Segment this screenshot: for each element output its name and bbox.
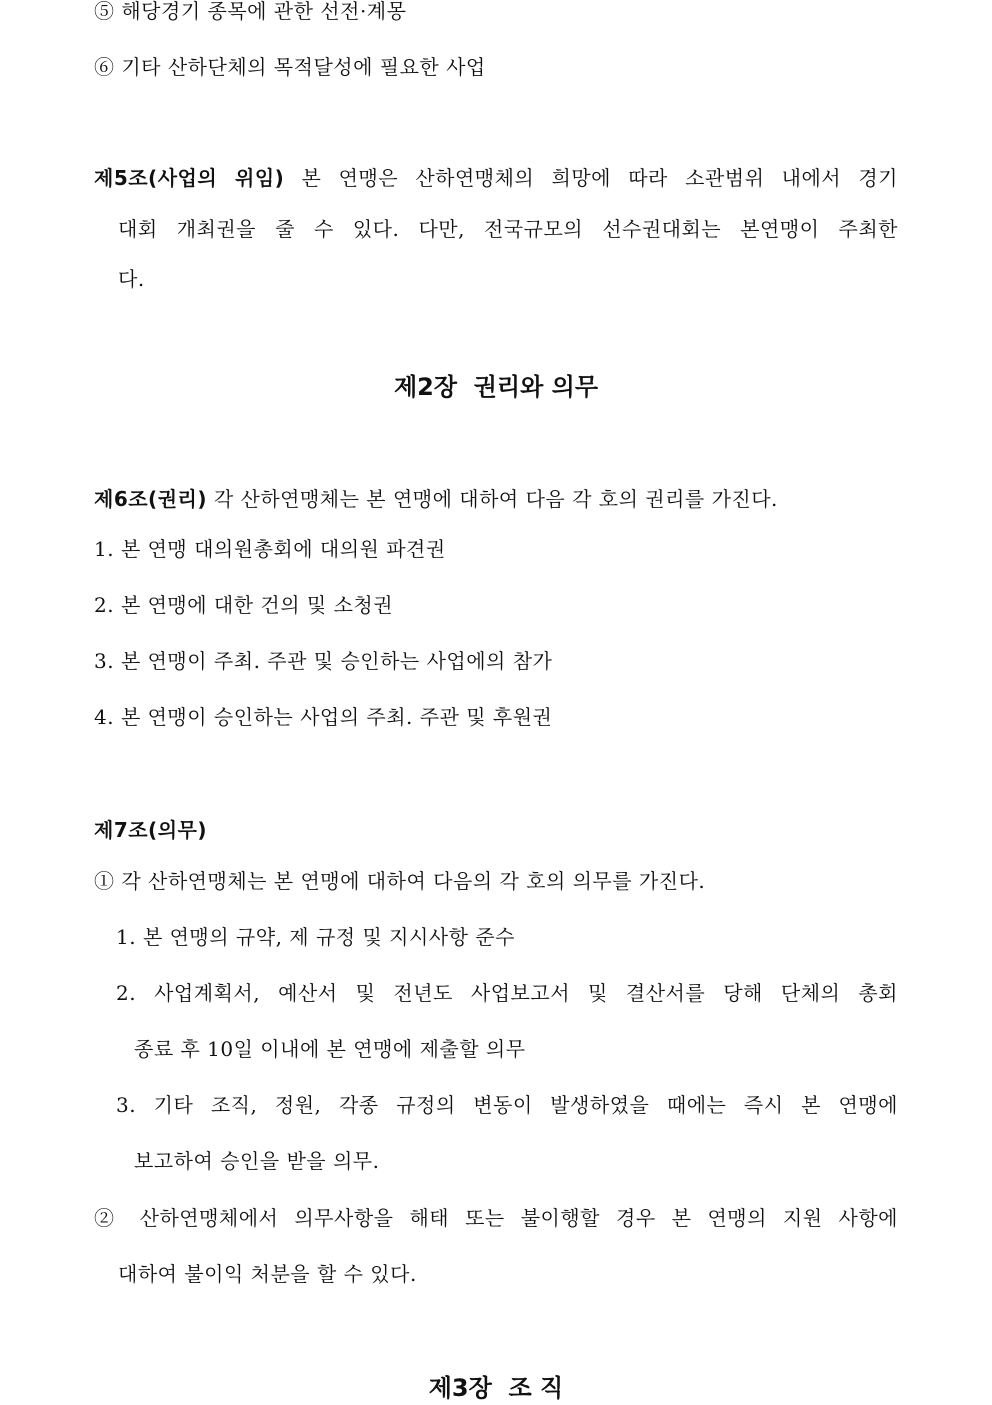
article-5-heading: 제5조(사업의 위임)	[94, 166, 285, 190]
item-5: ⑤ 해당경기 종목에 관한 선전·계몽	[94, 0, 407, 23]
article-6-item-2: 2. 본 연맹에 대한 건의 및 소청권	[94, 593, 394, 617]
article-5-text-1: 본 연맹은 산하연맹체의 희망에 따라 소관범위 내에서 경기	[284, 166, 898, 190]
article-7-item-3-line2: 보고하여 승인을 받을 의무.	[134, 1149, 380, 1173]
article-7-item-2-line1: 2. 사업계획서, 예산서 및 전년도 사업보고서 및 결산서를 당해 단체의 총회	[116, 981, 898, 1005]
article-6-item-4: 4. 본 연맹이 승인하는 사업의 주최. 주관 및 후원권	[94, 705, 553, 729]
article-7-item-2-line2: 종료 후 10일 이내에 본 연맹에 제출할 의무	[134, 1037, 526, 1061]
item-6: ⑥ 기타 산하단체의 목적달성에 필요한 사업	[94, 55, 486, 79]
article-7-para-2-line1: ② 산하연맹체에서 의무사항을 해태 또는 불이행할 경우 본 연맹의 지원 사항에	[94, 1206, 898, 1230]
article-5-line3: 다.	[118, 267, 145, 291]
article-5-line2: 대회 개최권을 줄 수 있다. 다만, 전국규모의 선수권대회는 본연맹이 주최한	[118, 217, 898, 241]
article-7-para-2-line2: 대하여 불이익 처분을 할 수 있다.	[118, 1262, 417, 1286]
chapter-2-title: 제2장 권리와 의무	[393, 373, 599, 401]
article-6-item-3: 3. 본 연맹이 주최. 주관 및 승인하는 사업에의 참가	[94, 649, 553, 673]
article-6-item-1: 1. 본 연맹 대의원총회에 대의원 파견권	[94, 537, 446, 561]
article-6-intro-text: 각 산하연맹체는 본 연맹에 대하여 다음 각 호의 권리를 가진다.	[206, 487, 778, 511]
chapter-3-title: 제3장 조 직	[428, 1374, 564, 1402]
article-7-para-1: ① 각 산하연맹체는 본 연맹에 대하여 다음의 각 호의 의무를 가진다.	[94, 869, 706, 893]
article-7-heading: 제7조(의무)	[94, 818, 207, 842]
article-6-intro	[94, 484, 898, 514]
article-7-item-1: 1. 본 연맹의 규약, 제 규정 및 지시사항 준수	[116, 925, 515, 949]
article-7-item-3-line1: 3. 기타 조직, 정원, 각종 규정의 변동이 발생하였을 때에는 즉시 본 연맹에	[116, 1093, 898, 1117]
article-6-heading: 제6조(권리)	[94, 487, 207, 511]
article-5-line1	[94, 163, 898, 193]
article-7-heading-line	[94, 815, 898, 845]
